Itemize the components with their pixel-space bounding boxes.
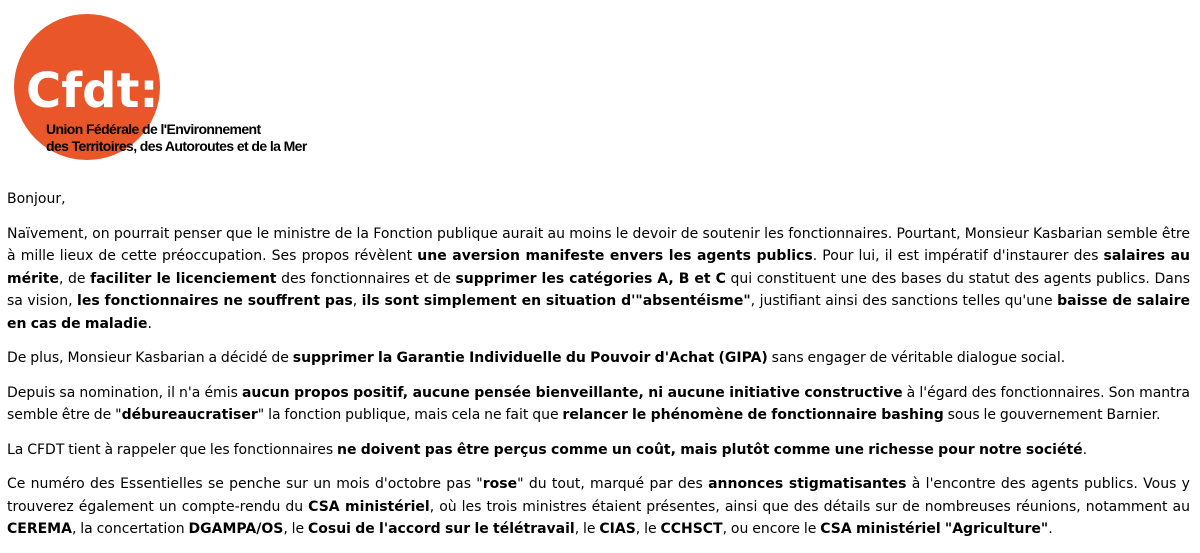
paragraph-text: , le bbox=[283, 521, 308, 537]
paragraph-text: De plus, Monsieur Kasbarian a décidé de bbox=[7, 350, 293, 366]
paragraph-text: , le bbox=[635, 521, 661, 537]
paragraph-text: , bbox=[352, 293, 362, 309]
emphasized-text: débureaucratiser bbox=[121, 407, 258, 423]
paragraph-text: , où les trois ministres étaient présentes, ainsi que des détails sur de nombreuses réunions, notamment au bbox=[429, 498, 1190, 515]
emphasized-text: supprimer les catégories A, B et C bbox=[455, 270, 726, 287]
greeting: Bonjour, bbox=[7, 191, 66, 207]
body-paragraph bbox=[7, 473, 1190, 541]
paragraph-text: La CFDT tient à rappeler que les fonctionnaires bbox=[7, 441, 338, 458]
emphasized-text: salaires au mérite bbox=[7, 248, 1191, 287]
emphasized-text: rose bbox=[482, 476, 518, 492]
paragraph-text: sans engager de véritable dialogue social. bbox=[767, 350, 1066, 366]
emphasized-text: supprimer la Garantie Individuelle du Pouvoir d'Achat (GIPA) bbox=[292, 350, 768, 366]
body-paragraph bbox=[7, 223, 1190, 336]
emphasized-text: relancer le phénomène de fonctionnaire bashing bbox=[562, 407, 944, 423]
body-paragraph bbox=[7, 382, 1190, 427]
paragraph-text: des fonctionnaires et de bbox=[276, 270, 456, 287]
emphasized-text: CIAS bbox=[599, 521, 636, 537]
emphasized-text: CSA ministériel "Agriculture" bbox=[820, 521, 1049, 537]
paragraph-list bbox=[7, 223, 1190, 541]
body-paragraph bbox=[7, 347, 1190, 370]
paragraph-text: , la concertation bbox=[71, 521, 189, 537]
paragraph-text: sous le gouvernement Barnier. bbox=[943, 407, 1161, 423]
emphasized-text: DGAMPA/OS bbox=[188, 521, 284, 537]
paragraph-text: . Pour lui, il est impératif d'instaurer des bbox=[812, 248, 1104, 264]
emphasized-text: CEREMA bbox=[7, 521, 72, 537]
emphasized-text: une aversion manifeste envers les agents publics bbox=[417, 248, 813, 264]
paragraph-text: . bbox=[1048, 521, 1053, 537]
org-name-line-1: Union Fédérale de l'Environnement bbox=[46, 121, 261, 137]
emphasized-text: CCHSCT bbox=[660, 521, 723, 537]
emphasized-text: les fonctionnaires ne souffrent pas bbox=[77, 293, 353, 309]
paragraph-text: à l'encontre des agents publics. Vous y trouverez également un compte-rendu du bbox=[7, 476, 1190, 515]
emphasized-text: annonces stigmatisantes bbox=[708, 476, 907, 492]
header-logo bbox=[14, 14, 307, 164]
paragraph-text: qui constituent une des bases du statut des agents publics. Dans sa vision, bbox=[7, 270, 1190, 309]
paragraph-text: , le bbox=[574, 521, 600, 537]
paragraph-text: " du tout, marqué par des bbox=[517, 476, 709, 492]
emphasized-text: ils sont simplement en situation d'"absentéisme" bbox=[361, 293, 751, 309]
paragraph-text: . bbox=[147, 315, 152, 332]
emphasized-text: CSA ministériel bbox=[308, 498, 430, 515]
paragraph-text: à l'égard des fonctionnaires. Son mantra semble être de " bbox=[7, 384, 1190, 423]
body-paragraph bbox=[7, 439, 1190, 462]
emphasized-text: ne doivent pas être perçus comme un coût, mais plutôt comme une richesse pour notre société bbox=[337, 441, 1083, 458]
newsletter-body bbox=[7, 188, 1190, 553]
paragraph-text: . bbox=[1082, 441, 1088, 458]
paragraph-text: Naïvement, on pourrait penser que le ministre de la Fonction publique aurait au moins le devoir de soutenir les fonctionnaires. Pourtant, Monsieur Kasbarian semble être à mille lieux de cette préoccupation. Ses propos révèlent bbox=[7, 225, 1190, 264]
emphasized-text: baisse de salaire en cas de maladie bbox=[7, 293, 1191, 332]
paragraph-text: , justifiant ainsi des sanctions telles qu'une bbox=[750, 293, 1058, 309]
paragraph-text: , de bbox=[58, 270, 91, 287]
paragraph-text: Depuis sa nomination, il n'a émis bbox=[7, 384, 242, 401]
paragraph-text: Ce numéro des Essentielles se penche sur un mois d'octobre pas " bbox=[7, 476, 483, 492]
org-name-line-2: des Territoires, des Autoroutes et de la Mer bbox=[46, 138, 307, 154]
emphasized-text: faciliter le licenciement bbox=[90, 270, 277, 287]
paragraph-text: " la fonction publique, mais cela ne fait que bbox=[257, 407, 563, 423]
paragraph-text: , ou encore le bbox=[722, 521, 821, 537]
cfdt-logo-wordmark: Cfdt: bbox=[26, 63, 159, 119]
emphasized-text: aucun propos positif, aucune pensée bienveillante, ni aucune initiative constructive bbox=[241, 384, 903, 401]
emphasized-text: Cosui de l'accord sur le télétravail bbox=[307, 521, 575, 537]
